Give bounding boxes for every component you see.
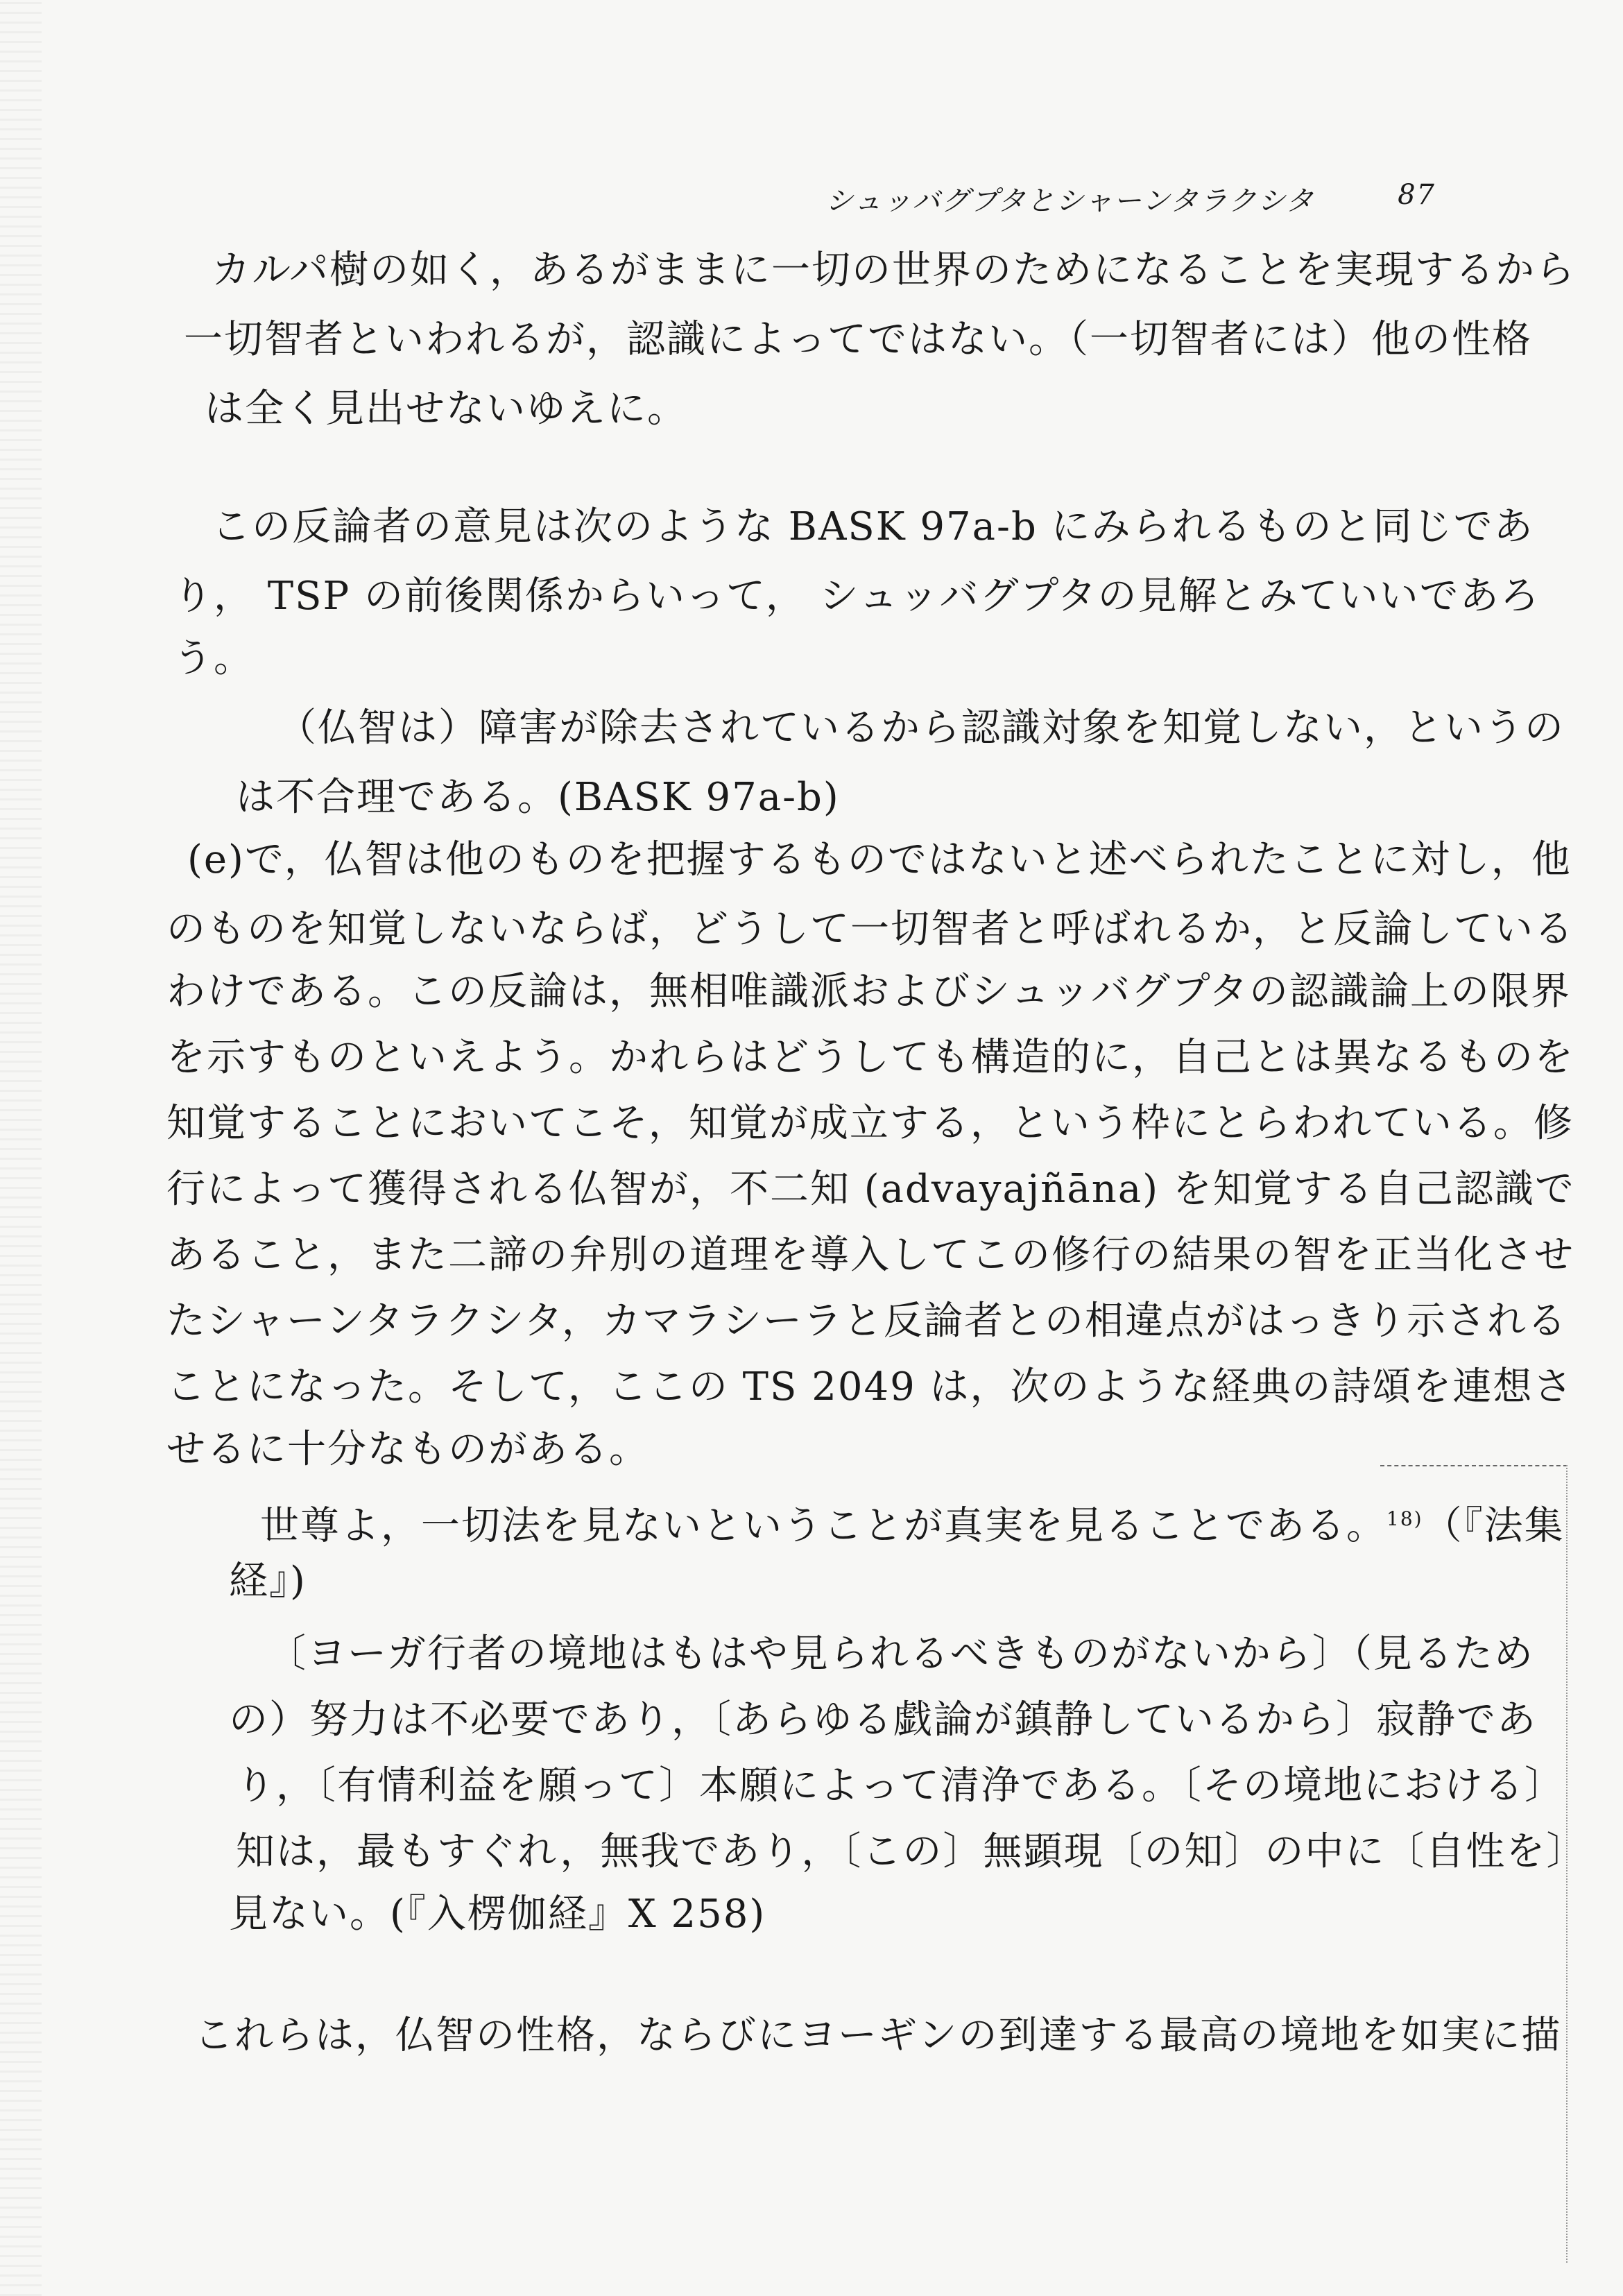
text-line: 知覚することにおいてこそ，知覚が成立する，という枠にとらわれている。修: [166, 1101, 1574, 1146]
text-line: これらは，仏智の性格，ならびにヨーギンの到達する最高の境地を如実に描: [194, 2013, 1562, 2058]
text-line: 一切智者といわれるが，認識によってではない。（一切智者には）他の性格: [184, 317, 1532, 362]
quote-line: の）努力は不必要であり，〔あらゆる戯論が鎮静しているから〕寂静であ: [229, 1697, 1537, 1742]
running-header: [825, 179, 1436, 219]
text-line: (e)で，仏智は他のものを把握するものではないと述べられたことに対し，他: [187, 837, 1572, 882]
dotted-margin-rule: [1566, 1465, 1568, 2263]
text-line: は全く見出せないゆえに。: [205, 386, 687, 431]
text-line: たシャーンタラクシタ，カマラシーラと反論者との相違点がはっきり示される: [166, 1299, 1568, 1344]
scan-edge-noise: [0, 0, 42, 2296]
text-line: あること，また二諦の弁別の道理を導入してこの修行の結果の智を正当化させ: [166, 1233, 1574, 1278]
text-line: を示すものといえよう。かれらはどうしても構造的に，自己とは異なるものを: [166, 1035, 1574, 1080]
text-line: ことになった。そして，ここの TS 2049 は，次のような経典の詩頌を連想さ: [166, 1364, 1574, 1410]
quote-line: は不合理である。(BASK 97a-b): [236, 775, 840, 820]
dashed-rule: [1380, 1465, 1568, 1466]
text-line: せるに十分なものがある。: [166, 1427, 649, 1472]
text-line: 行によって獲得される仏智が，不二知 (advayajñāna) を知覚する自己認識で: [166, 1167, 1575, 1212]
text-line: う。: [173, 636, 254, 681]
quote-line: 経』): [229, 1559, 307, 1604]
running-title: シュッバグプタとシャーンタラクシタ: [825, 185, 1315, 217]
text-line: わけである。この反論は，無相唯識派およびシュッバグプタの認識論上の限界: [166, 969, 1571, 1014]
text-line: この反論者の意見は次のような BASK 97a-b にみられるものと同じであ: [212, 504, 1534, 549]
quote-line: 知は，最もすぐれ，無我であり，〔この〕無顕現〔の知〕の中に〔自性を〕: [236, 1829, 1587, 1874]
text-line: カルパ樹の如く，あるがままに一切の世界のためになることを実現するから: [212, 248, 1576, 293]
quote-line: （仏智は）障害が除去されているから認識対象を知覚しない，というの: [277, 705, 1565, 751]
text-line: り， TSP の前後関係からいって， シュッバグプタの見解とみていいであろ: [173, 574, 1540, 619]
text-line: のものを知覚しないならば，どうして一切智者と呼ばれるか，と反論している: [166, 907, 1574, 952]
page-number: 87: [1398, 179, 1436, 211]
footnote-marker: 18): [1386, 1507, 1423, 1530]
quote-line: 見ない。(『入楞伽経』X 258): [229, 1892, 766, 1937]
quote-text: 世尊よ，一切法を見ないということが真実を見ることである。: [260, 1503, 1386, 1549]
quote-source: （『法集: [1423, 1503, 1565, 1549]
quote-line: 〔ヨーガ行者の境地はもはや見られるべきものがないから〕（見るため: [267, 1631, 1534, 1677]
quote-line: り，〔有情利益を願って〕本願によって清浄である。〔その境地における〕: [236, 1763, 1565, 1808]
quote-line: [260, 1491, 1565, 1554]
